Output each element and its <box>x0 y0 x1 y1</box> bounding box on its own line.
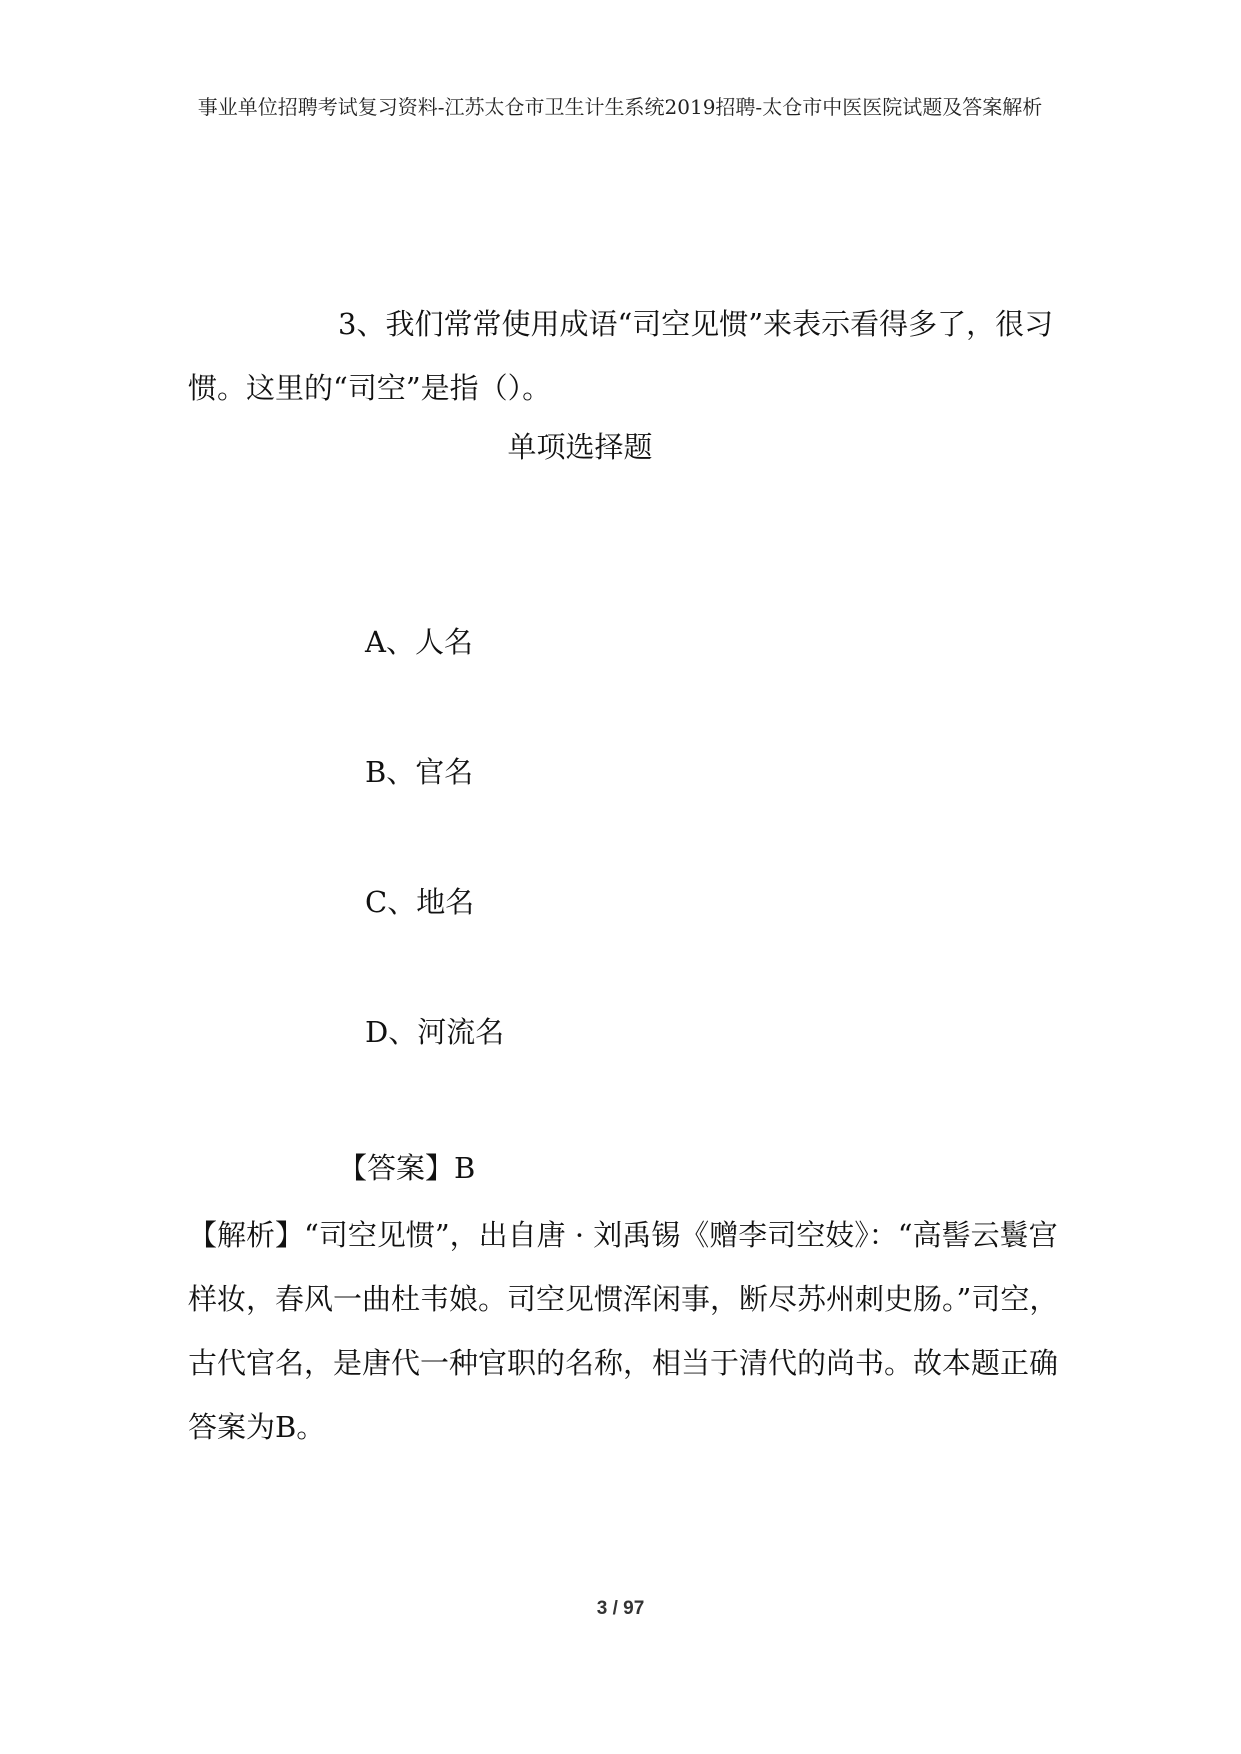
answer-line: 【答案】B <box>338 1151 476 1185</box>
option-c: C、地名 <box>365 885 475 919</box>
page-number: 3 / 97 <box>596 1598 645 1619</box>
option-d: D、河流名 <box>365 1015 505 1049</box>
option-b: B、官名 <box>365 755 474 789</box>
document-header: 事业单位招聘考试复习资料-江苏太仓市卫生计生系统2019招聘-太仓市中医医院试题及答案解析 <box>197 95 1043 119</box>
question-text: 3、我们常常使用成语“司空见惯”来表示看得多了，很习惯。这里的“司空”是指（）。 <box>188 307 1054 405</box>
analysis-text: 【解析】“司空见惯”，出自唐 · 刘禹锡《赠李司空妓》：“高髻云鬟宫样妆，春风一曲杜韦娘。司空见惯浑闲事，断尽苏州刺史肠。”司空，古代官名，是唐代一种官职的名称，相当于清代的尚书。故本题正确答案为B。 <box>188 1218 1059 1444</box>
question-type: 单项选择题 <box>507 430 653 464</box>
option-a: A、人名 <box>365 625 473 659</box>
